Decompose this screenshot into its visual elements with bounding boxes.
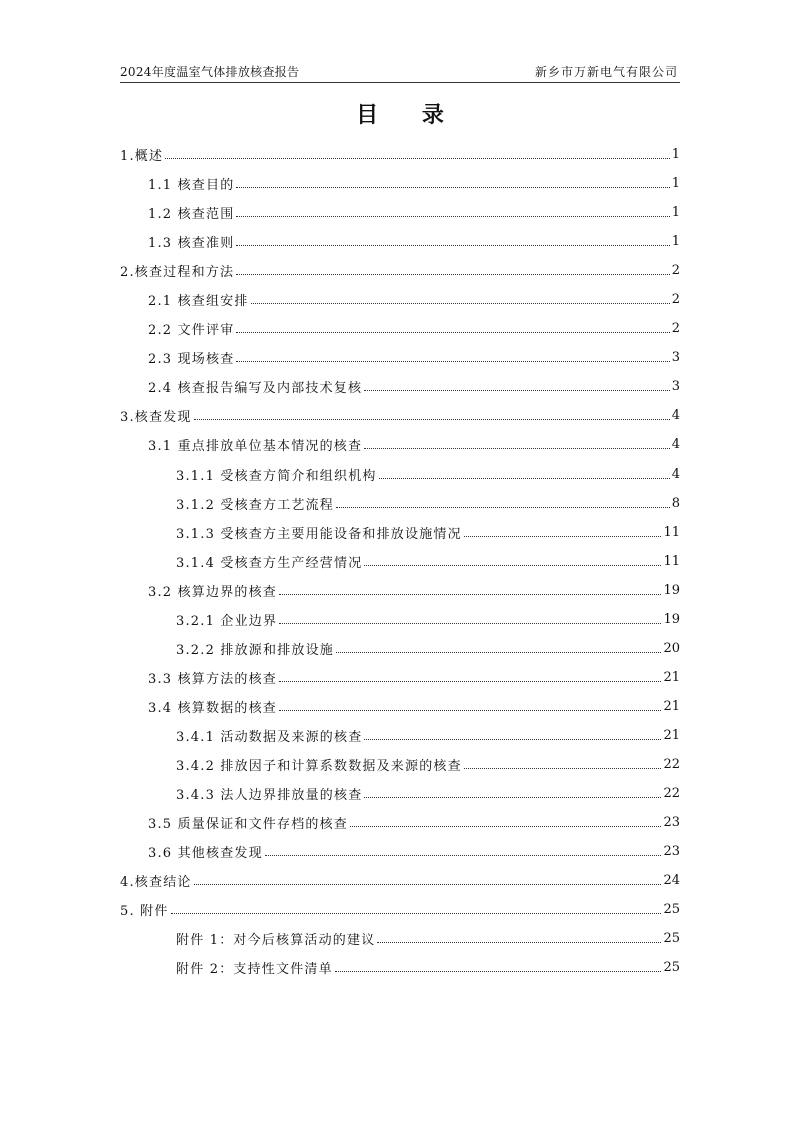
toc-page-number: 2 [671,292,680,308]
toc-entry-text: 2.2 文件评审 [148,323,235,339]
dot-leader [236,332,669,333]
toc-page-number: 21 [663,698,680,714]
toc-page-number: 4 [671,408,680,424]
dot-leader [364,448,670,449]
dot-leader [377,942,661,943]
toc-entry-3-2-2[interactable] [120,634,680,663]
toc-entry-text: 1.1 核查目的 [148,178,235,194]
toc-entry-3-1-1[interactable] [120,460,680,489]
toc-page-number: 19 [663,582,680,598]
toc-entry-3-4-3[interactable] [120,779,680,808]
dot-leader [171,913,662,914]
toc-entry-text: 3.1.4 受核查方生产经营情况 [176,555,363,571]
dot-leader [350,826,661,827]
toc-page-number: 3 [671,350,680,366]
dot-leader [194,884,662,885]
header-company-name: 新乡市万新电气有限公司 [534,65,678,79]
toc-page-number: 25 [663,960,680,976]
toc-entry-text: 3.2.1 企业边界 [176,613,278,629]
dot-leader [194,419,670,420]
toc-entry-text: 3.5 质量保证和文件存档的核查 [148,817,349,833]
toc-entry-4[interactable] [120,866,680,895]
toc-entry-3-5[interactable] [120,808,680,837]
dot-leader [464,768,662,769]
dot-leader [335,971,662,972]
toc-entry-text: 2.1 核查组安排 [148,294,249,310]
toc-entry-3-2[interactable] [120,576,680,605]
toc-entry-text: 5. 附件 [120,904,169,920]
toc-page-number: 1 [671,147,680,163]
toc-entry-1-1[interactable] [120,169,680,198]
toc-entry-2[interactable] [120,256,680,285]
toc-page-number: 24 [663,873,680,889]
toc-entry-appendix-2[interactable] [120,953,680,982]
toc-page-number: 11 [663,524,680,540]
dot-leader [236,216,669,217]
dot-leader [265,855,662,856]
toc-entry-text: 3.4.1 活动数据及来源的核查 [176,729,363,745]
toc-entry-1-3[interactable] [120,227,680,256]
toc-entry-2-4[interactable] [120,372,680,401]
toc-page-number: 25 [663,902,680,918]
dot-leader [364,565,661,566]
dot-leader [251,303,670,304]
toc-entry-text: 3.1.2 受核查方工艺流程 [176,497,335,513]
dot-leader [364,797,661,798]
toc-page-number: 22 [663,786,680,802]
toc-page-number: 23 [663,815,680,831]
toc-entry-text: 3.核查发现 [120,410,192,426]
dot-leader [279,623,661,624]
toc-entry-text: 3.1.1 受核查方简介和组织机构 [176,468,377,484]
toc-page-number: 8 [671,495,680,511]
toc-page-number: 25 [663,931,680,947]
dot-leader [379,478,670,479]
table-of-contents [120,140,680,982]
toc-page-number: 19 [663,611,680,627]
toc-entry-2-2[interactable] [120,314,680,343]
dot-leader [236,245,669,246]
toc-entry-text: 2.3 现场核查 [148,352,235,368]
toc-entry-text: 2.核查过程和方法 [120,265,235,281]
toc-page-number: 1 [671,234,680,250]
toc-entry-text: 附件 2：支持性文件清单 [176,962,333,978]
toc-entry-3-1-4[interactable] [120,547,680,576]
toc-entry-text: 3.3 核算方法的核查 [148,671,278,687]
toc-entry-text: 附件 1：对今后核算活动的建议 [176,933,376,949]
toc-entry-2-1[interactable] [120,285,680,314]
toc-page-number: 11 [663,553,680,569]
dot-leader [364,390,670,391]
toc-entry-text: 4.核查结论 [120,875,192,891]
dot-leader [336,507,670,508]
toc-page-number: 21 [663,727,680,743]
toc-entry-text: 3.4.2 排放因子和计算系数数据及来源的核查 [176,759,462,774]
toc-page-number: 22 [663,757,680,772]
dot-leader [236,187,669,188]
toc-entry-appendix-1[interactable] [120,924,680,953]
toc-entry-text: 1.3 核查准则 [148,236,235,252]
toc-page-number: 2 [671,321,680,337]
toc-page-number: 21 [663,669,680,685]
toc-page-number: 1 [671,176,680,192]
toc-entry-1-2[interactable] [120,198,680,227]
toc-entry-3-2-1[interactable] [120,605,680,634]
dot-leader [236,361,669,362]
header-report-title: 2024年度温室气体排放核查报告 [120,65,300,79]
toc-entry-3-1-2[interactable] [120,489,680,518]
toc-entry-text: 3.2.2 排放源和排放设施 [176,642,335,658]
toc-entry-text: 1.概述 [120,149,164,165]
dot-leader [336,652,661,653]
toc-page-number: 23 [663,844,680,860]
dot-leader [279,681,661,682]
toc-entry-text: 3.6 其他核查发现 [148,846,263,862]
toc-entry-text: 1.2 核查范围 [148,207,235,223]
page-header [120,64,680,83]
toc-entry-text: 3.1 重点排放单位基本情况的核查 [148,439,363,455]
toc-page-number: 20 [663,640,680,656]
toc-title: 目 录 [356,102,462,128]
toc-page-number: 2 [671,263,680,279]
dot-leader [279,710,661,711]
toc-entry-text: 2.4 核查报告编写及内部技术复核 [148,381,363,397]
toc-entry-3-4-1[interactable] [120,721,680,750]
dot-leader [236,274,670,275]
toc-entry-text: 3.2 核算边界的核查 [148,584,278,600]
toc-entry-text: 3.4.3 法人边界排放量的核查 [176,788,363,804]
toc-entry-text: 3.1.3 受核查方主要用能设备和排放设施情况 [176,526,462,542]
toc-entry-1[interactable] [120,140,680,169]
toc-entry-3-1-3[interactable] [120,518,680,547]
dot-leader [364,739,661,740]
dot-leader [279,594,661,595]
toc-page-number: 1 [671,205,680,221]
dot-leader [464,536,662,537]
toc-entry-3-1[interactable] [120,430,680,459]
toc-entry-3[interactable] [120,401,680,430]
toc-page-number: 4 [671,466,680,482]
toc-entry-3-4[interactable] [120,692,680,721]
toc-entry-3-4-2[interactable] [120,750,680,779]
toc-entry-text: 3.4 核算数据的核查 [148,700,278,716]
toc-entry-3-6[interactable] [120,837,680,866]
toc-entry-5[interactable] [120,895,680,924]
toc-entry-3-3[interactable] [120,663,680,692]
toc-page-number: 4 [671,437,680,453]
toc-page-number: 3 [671,379,680,395]
toc-entry-2-3[interactable] [120,343,680,372]
dot-leader [165,158,670,159]
